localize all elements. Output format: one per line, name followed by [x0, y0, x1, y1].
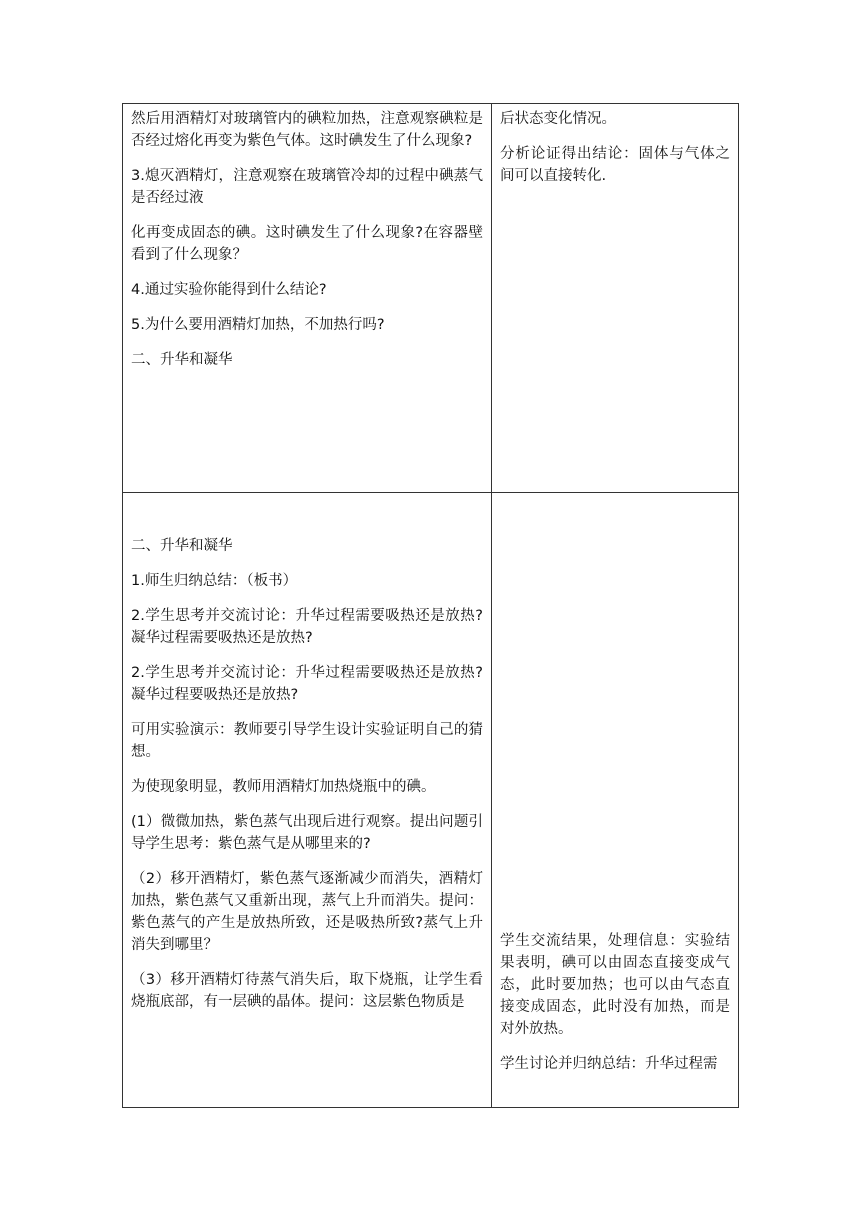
paragraph: （3）移开酒精灯待蒸气消失后，取下烧瓶，让学生看烧瓶底部，有一层碘的晶体。提问：这层紫色物质是: [131, 972, 483, 1010]
paragraph: 2.学生思考并交流讨论：升华过程需要吸热还是放热?凝华过程需要吸热还是放热?: [131, 608, 483, 646]
student-activity-cell: [492, 104, 739, 493]
teacher-activity-cell: [123, 493, 492, 1108]
paragraph: 后状态变化情况。: [500, 111, 616, 127]
paragraph: 2.学生思考并交流讨论：升华过程需要吸热还是放热?凝华过程要吸热还是放热?: [131, 665, 483, 703]
paragraph: 学生交流结果，处理信息：实验结果表明，碘可以由固态直接变成气态，此时要加热；也可以由气态直接变成固态，此时没有加热，而是对外放热。: [500, 933, 730, 1037]
student-activity-cell: [492, 493, 739, 1108]
paragraph: 4.通过实验你能得到什么结论?: [131, 282, 327, 298]
table-row: [123, 104, 739, 493]
paragraph: 1.师生归纳总结：（板书）: [131, 573, 298, 589]
paragraph: (1）微微加热，紫色蒸气出现后进行观察。提出问题引导学生思考：紫色蒸气是从哪里来的?: [131, 814, 483, 852]
teacher-activity-cell: [123, 104, 492, 493]
paragraph: 二、升华和凝华: [131, 538, 233, 554]
paragraph: 3.熄灭酒精灯，注意观察在玻璃管冷却的过程中碘蒸气是否经过液: [131, 168, 483, 206]
lesson-table: [122, 103, 739, 1108]
paragraph: 可用实验演示：教师要引导学生设计实验证明自己的猜想。: [131, 722, 483, 760]
paragraph: 为使现象明显，教师用酒精灯加热烧瓶中的碘。: [131, 779, 436, 795]
paragraph: 5.为什么要用酒精灯加热，不加热行吗?: [131, 317, 385, 333]
paragraph: （2）移开酒精灯，紫色蒸气逐渐减少而消失，酒精灯加热，紫色蒸气又重新出现，蒸气上升而消失。提问：紫色蒸气的产生是放热所致，还是吸热所致?蒸气上升消失到哪里？: [131, 871, 483, 953]
paragraph: 二、升华和凝华: [131, 352, 233, 368]
paragraph: 学生讨论并归纳总结：升华过程需: [500, 1056, 718, 1072]
paragraph: 分析论证得出结论：固体与气体之间可以直接转化.: [500, 146, 730, 184]
paragraph: 化再变成固态的碘。这时碘发生了什么现象?在容器壁看到了什么现象？: [131, 225, 483, 263]
paragraph: 然后用酒精灯对玻璃管内的碘粒加热，注意观察碘粒是否经过熔化再变为紫色气体。这时碘发生了什么现象?: [131, 111, 483, 149]
table-row: [123, 493, 739, 1108]
